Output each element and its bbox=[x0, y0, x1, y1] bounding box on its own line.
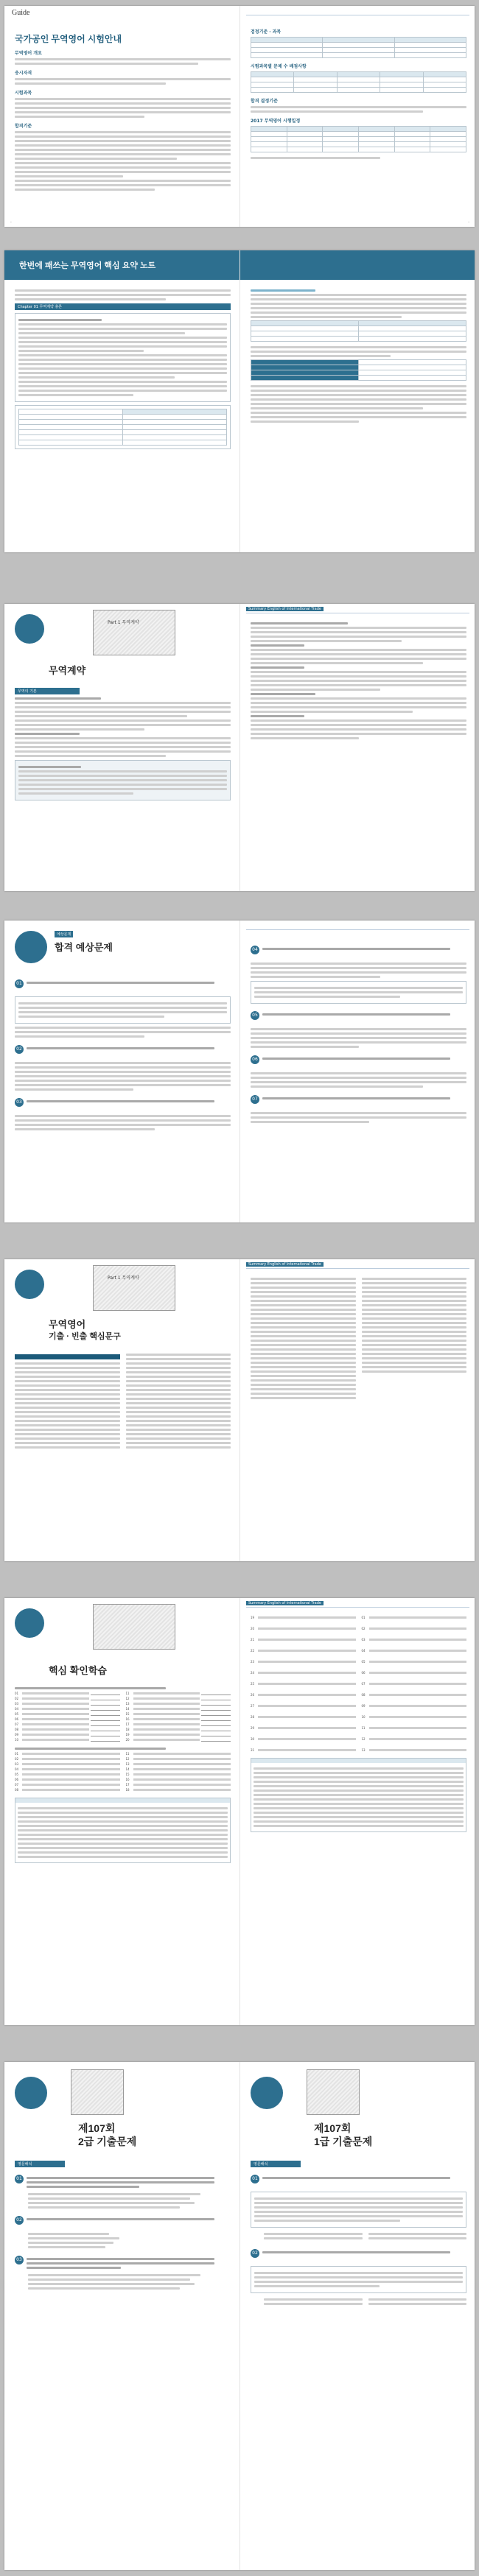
question-6: 06 bbox=[251, 1055, 466, 1069]
past-exam-page bbox=[4, 2062, 475, 2570]
summary-right-table-2 bbox=[251, 359, 466, 381]
running-header: Summary English of International Trade bbox=[246, 1262, 469, 1269]
exam-illustration-right bbox=[307, 2069, 360, 2115]
right-section-3: 2017 무역영어 시행일정 bbox=[251, 119, 301, 124]
exam-right-passage-1 bbox=[251, 2192, 466, 2228]
page-number: - bbox=[468, 220, 469, 225]
question-3: 03 bbox=[15, 1098, 231, 1112]
guide-spread-page bbox=[4, 6, 475, 227]
exam-right-page bbox=[240, 2062, 475, 2570]
left-section-0: 무역영어 개요 bbox=[15, 49, 231, 65]
running-header bbox=[246, 9, 469, 15]
practice-right-page bbox=[240, 921, 475, 1222]
left-section-1: 응시자격 bbox=[15, 69, 231, 85]
banner-title: 한번에 패쓰는 무역영어 핵심 요약 노트 bbox=[19, 261, 156, 270]
guide-left-page bbox=[4, 6, 240, 227]
exam-badge-left bbox=[15, 2077, 47, 2109]
key-phrases-page bbox=[4, 1259, 475, 1561]
phrases-title-1: 무역영어 bbox=[49, 1319, 86, 1330]
summary-right-table bbox=[251, 320, 466, 342]
exam-title-left-1: 제107회 bbox=[78, 2122, 116, 2134]
phrases-left-page bbox=[4, 1259, 240, 1561]
running-header bbox=[246, 923, 469, 930]
exam-illustration-left bbox=[71, 2069, 124, 2115]
exam-title-right-2: 1급 기출문제 bbox=[314, 2136, 373, 2147]
question-7: 07 bbox=[251, 1095, 466, 1109]
question-1: 01 bbox=[15, 979, 231, 993]
chapter-right-page bbox=[240, 604, 475, 891]
exam-badge-right bbox=[251, 2077, 283, 2109]
answer-key-box-left bbox=[15, 1798, 231, 1863]
chapter-page bbox=[4, 604, 475, 891]
running-header: Summary English of International Trade bbox=[246, 1601, 469, 1608]
score-table bbox=[251, 71, 466, 93]
summary-note-page bbox=[4, 250, 475, 552]
exam-criteria-table bbox=[251, 37, 466, 58]
section-bar-right: 영문해석 bbox=[251, 2161, 301, 2167]
chapter-left-page bbox=[4, 604, 240, 891]
section-bar: 무역의 기본 bbox=[15, 688, 80, 694]
practice-left-page bbox=[4, 921, 240, 1222]
question-5: 05 bbox=[251, 1011, 466, 1025]
review-word-grid-1: 01 11 02 12 03 13 04 14 05 15 06 16 07 17 08 18 09 19 10 20 bbox=[15, 1692, 231, 1742]
exam-right-q2: 02 bbox=[251, 2249, 466, 2263]
question-4: 04 bbox=[251, 946, 466, 960]
exam-right-passage-2 bbox=[251, 2266, 466, 2293]
answer-key-box-right bbox=[251, 1758, 466, 1832]
running-header: Summary English of International Trade bbox=[246, 607, 469, 613]
chapter-bar: Chapter 01 무역계약 총론 bbox=[15, 303, 231, 310]
chapter-number-badge bbox=[15, 614, 44, 644]
phrases-badge bbox=[15, 1270, 44, 1299]
summary-right-page bbox=[240, 250, 475, 552]
phrases-right-page bbox=[240, 1259, 475, 1561]
left-section-3: 합격기준 bbox=[15, 122, 231, 191]
part-label: Part 1 무역계약 bbox=[108, 620, 139, 625]
summary-box-2 bbox=[15, 405, 231, 449]
practice-title: 합격 예상문제 bbox=[55, 942, 113, 953]
guide-right-page bbox=[240, 6, 475, 227]
review-right-page bbox=[240, 1598, 475, 2025]
review-title: 핵심 확인학습 bbox=[49, 1665, 107, 1676]
review-left-page bbox=[4, 1598, 240, 2025]
phrases-title-2: 기출 · 빈출 핵심문구 bbox=[49, 1332, 121, 1341]
part-label: Part 1 무역계약 bbox=[108, 1275, 139, 1281]
review-illustration bbox=[93, 1604, 175, 1650]
left-section-2: 시험과목 bbox=[15, 89, 231, 118]
exam-left-q2: 02 bbox=[15, 2216, 231, 2230]
guide-label: Guide bbox=[12, 9, 30, 17]
chapter-illustration bbox=[93, 610, 175, 655]
exam-right-q1: 01 bbox=[251, 2175, 466, 2189]
exam-title-right-1: 제107회 bbox=[314, 2122, 352, 2134]
exam-left-page bbox=[4, 2062, 240, 2570]
right-section-1: 시험과목별 문제 수 배점사항 bbox=[251, 64, 307, 69]
page-title: 국가공인 무역영어 시험안내 bbox=[15, 34, 122, 44]
exam-title-left-2: 2급 기출문제 bbox=[78, 2136, 137, 2147]
section-bar-left: 영문해석 bbox=[15, 2161, 65, 2167]
page-number: - bbox=[10, 220, 12, 225]
chapter-title: 무역계약 bbox=[49, 665, 86, 676]
phrases-illustration bbox=[93, 1265, 175, 1311]
review-word-grid-2: 01 11 02 12 03 13 04 14 05 15 06 16 07 17 08 18 bbox=[15, 1752, 231, 1792]
review-word-grid-3: 19 01 20 02 21 03 22 04 23 05 24 06 25 07 26 08 27 09 28 10 29 11 30 12 31 13 bbox=[251, 1616, 466, 1752]
review-page bbox=[4, 1598, 475, 2025]
practice-questions-page bbox=[4, 921, 475, 1222]
note-box bbox=[15, 760, 231, 800]
exam-left-q1: 01 bbox=[15, 2175, 231, 2190]
exam-left-q3: 03 bbox=[15, 2256, 231, 2271]
review-badge bbox=[15, 1608, 44, 1638]
summary-box-1 bbox=[15, 313, 231, 402]
summary-left-page bbox=[4, 250, 240, 552]
schedule-table bbox=[251, 126, 466, 152]
practice-badge-label: 예상문제 bbox=[55, 931, 73, 937]
right-section-0: 검정기준 · 과목 bbox=[251, 29, 282, 35]
right-section-2: 합격 결정기준 bbox=[251, 99, 278, 104]
question-2: 02 bbox=[15, 1045, 231, 1059]
practice-badge bbox=[15, 931, 47, 963]
